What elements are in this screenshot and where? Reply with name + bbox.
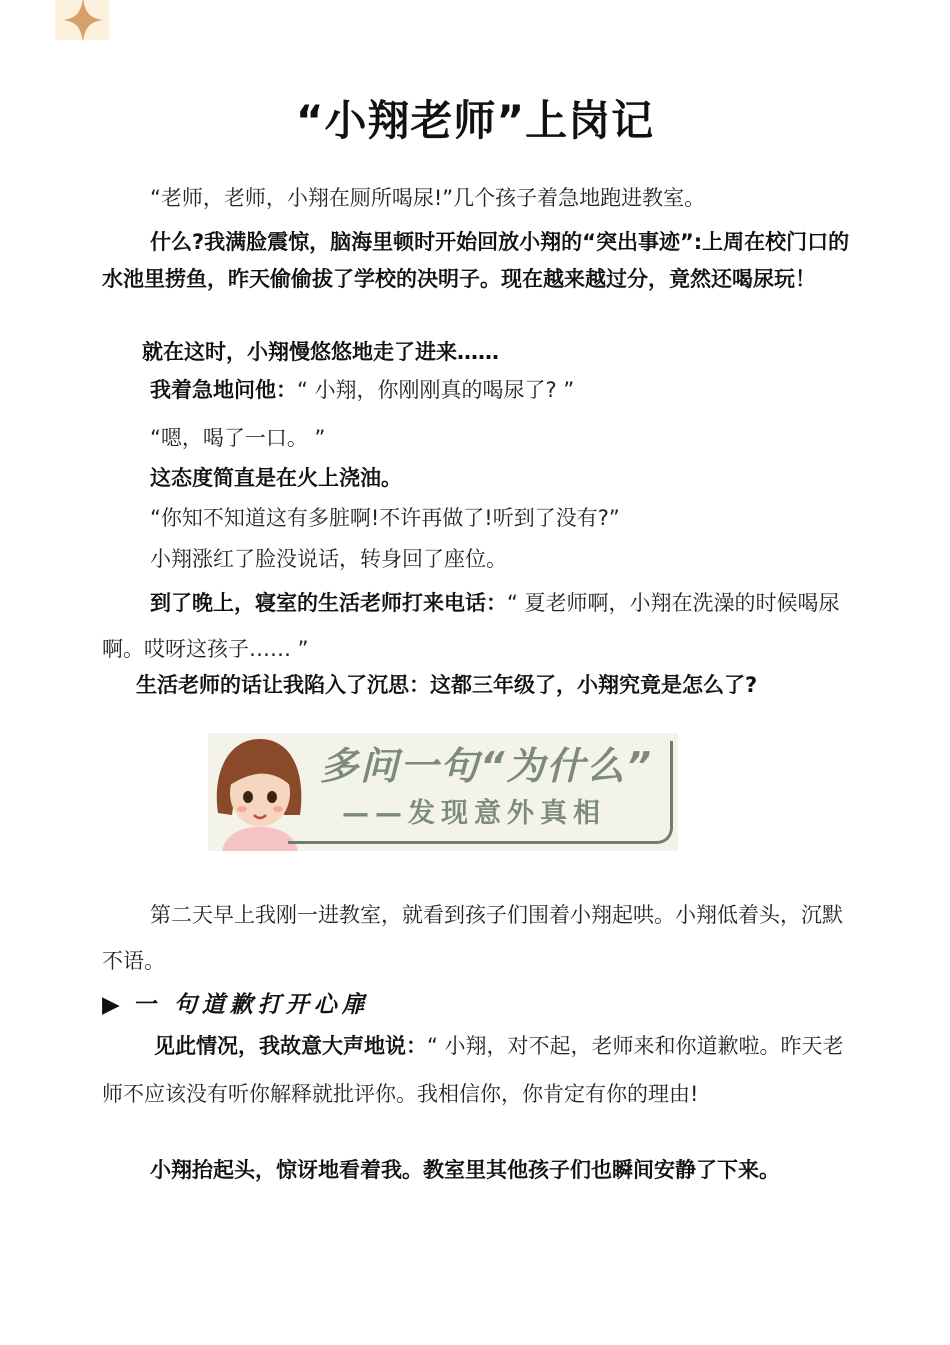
- paragraph-12-lead: 见此情况，我故意大声地说：: [154, 1034, 427, 1058]
- section-heading: [102, 986, 370, 1019]
- paragraph-9: [102, 580, 852, 672]
- paragraph-9-lead: 到了晚上，寝室的生活老师打来电话：: [150, 591, 507, 615]
- paragraph-5: “嗯，喝了一口。 ”: [150, 426, 326, 450]
- banner-subtitle: ——发现意外真相: [342, 798, 606, 829]
- paragraph-1: “老师，老师，小翔在厕所喝尿!”几个孩子着急地跑进教室。: [150, 186, 706, 210]
- paragraph-13: 小翔抬起头，惊讶地看着我。教室里其他孩子们也瞬间安静了下来。: [150, 1158, 780, 1182]
- section-heading-text: 一 句道歉打开心扉: [132, 991, 370, 1018]
- star-icon: [61, 0, 105, 46]
- paragraph-6: 这态度简直是在火上浇油。: [150, 466, 402, 490]
- star-badge: [55, 0, 109, 40]
- paragraph-7: “你知不知道这有多脏啊!不许再做了!听到了没有?”: [150, 506, 620, 530]
- paragraph-4-lead: 我着急地问他：: [150, 378, 297, 402]
- paragraph-9-quote: “ 夏老师啊，小翔在洗澡的时候喝尿啊。哎呀这孩子…… ”: [102, 591, 840, 661]
- paragraph-4: [102, 372, 852, 409]
- banner-title: 多问一句“为什么”: [320, 744, 653, 788]
- paragraph-2: 什么?我满脸震惊，脑海里顿时开始回放小翔的“突出事迹”:上周在校门口的水池里捞鱼，昨天偷偷拔了学校的决明子。现在越来越过分，竟然还喝尿玩！: [102, 230, 850, 291]
- paragraph-3: 就在这时，小翔慢悠悠地走了进来……: [142, 340, 499, 364]
- paragraph-12-quote: “ 小翔，对不起，老师来和你道歉啦。昨天老师不应该没有听你解释就批评你。我相信你，你肯定有你的理由!: [102, 1034, 844, 1106]
- paragraph-8: 小翔涨红了脸没说话，转身回了座位。: [150, 547, 507, 571]
- paragraph-12: [102, 1022, 852, 1118]
- section-banner: [208, 733, 678, 851]
- paragraph-4-quote: “ 小翔，你刚刚真的喝尿了? ”: [297, 378, 575, 402]
- paragraph-10: 生活老师的话让我陷入了沉思：这都三年级了，小翔究竟是怎么了?: [136, 673, 758, 697]
- triangle-bullet-icon: ▶: [102, 991, 125, 1018]
- paragraph-11: 第二天早上我刚一进教室，就看到孩子们围着小翔起哄。小翔低着头，沉默不语。: [102, 903, 843, 973]
- page-title: “小翔老师”上岗记: [295, 96, 655, 145]
